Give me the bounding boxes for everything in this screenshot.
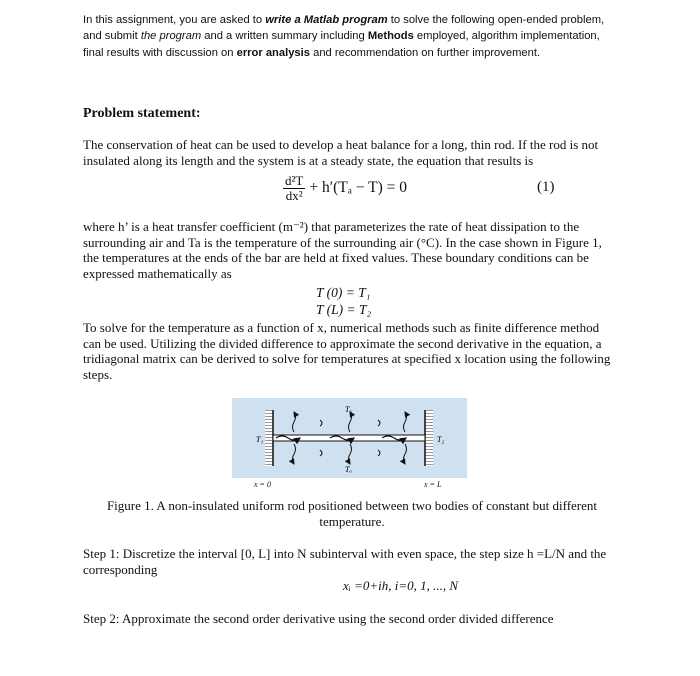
- ta-bottom-label: Tₐ: [345, 465, 352, 474]
- intro-text-1: In this assignment, you are asked to: [83, 14, 266, 26]
- intro-bold-2: Methods: [367, 30, 414, 43]
- problem-paragraph-1: The conservation of heat can be used to develop a heat balance for a long, thin rod. If the rod is not insulated along its length and the system is at a steady state, the equation that results is: [83, 137, 599, 168]
- boundary-condition-2: T (L) = T₂: [316, 302, 372, 317]
- equation-1: [283, 170, 407, 206]
- left-wall: [265, 410, 273, 466]
- xi-formula: xᵢ =0+ih, i=0, 1, ..., N: [343, 578, 459, 593]
- equation-rest: + h′(Tₐ − T) = 0: [309, 179, 408, 196]
- figure-caption: Figure 1. A non-insulated uniform rod positioned between two bodies of constant but different temperature.: [106, 498, 598, 529]
- rod-figure: [232, 398, 467, 478]
- problem-paragraph-3: To solve for the temperature as a function of x, numerical methods such as finite difference method can be used. Utilizing the divided difference to approximate the second derivative in the equation, a tridiagonal matrix can be derived to solve for temperatures at specified x location using the following steps.: [83, 320, 611, 382]
- intro-paragraph: [83, 12, 623, 61]
- problem-paragraph-2: where h’ is a heat transfer coefficient (m⁻²) that parameterizes the rate of heat dissipation to the surrounding air and Ta is the temperature of the surrounding air (°C). In the case shown in Figure 1, the temperatures at the ends of the bar are held at fixed values. These boundary conditions can be expressed mathematically as: [83, 219, 602, 281]
- ta-top-label: Tₐ: [345, 405, 352, 414]
- problem-heading: Problem statement:: [83, 106, 201, 121]
- intro-text-3: and a written summary including: [201, 30, 368, 43]
- step-2: Step 2: Approximate the second order derivative using the second order divided difference: [83, 611, 554, 626]
- xl-label: x = L: [424, 480, 442, 489]
- x0-label: x = 0: [254, 480, 271, 489]
- intro-bold-3: error analysis: [236, 46, 310, 59]
- intro-italic-1: the program: [140, 30, 202, 43]
- intro-text-5: and recommendation on further improvement.: [309, 46, 541, 59]
- equation-label: (1): [537, 179, 555, 195]
- t2-label: T₂: [437, 435, 445, 444]
- t1-label: T₁: [256, 435, 264, 444]
- intro-bold-1: write a Matlab program: [265, 14, 388, 26]
- right-wall: [425, 410, 433, 466]
- equation-fraction: [283, 174, 305, 203]
- boundary-condition-1: T (0) = T₁: [316, 285, 371, 300]
- equation-numerator: d²T: [285, 172, 304, 188]
- equation-denominator: dx²: [285, 187, 303, 203]
- intro-text-4: employed, algorithm implementation, final results with discussion on: [83, 30, 600, 59]
- intro-text-2: to solve the following open-ended problem, and submit: [83, 14, 605, 43]
- step-1: Step 1: Discretize the interval [0, L] into N subinterval with even space, the step size h =L/N and the corresponding: [83, 546, 607, 577]
- rod-diagram: [232, 398, 467, 478]
